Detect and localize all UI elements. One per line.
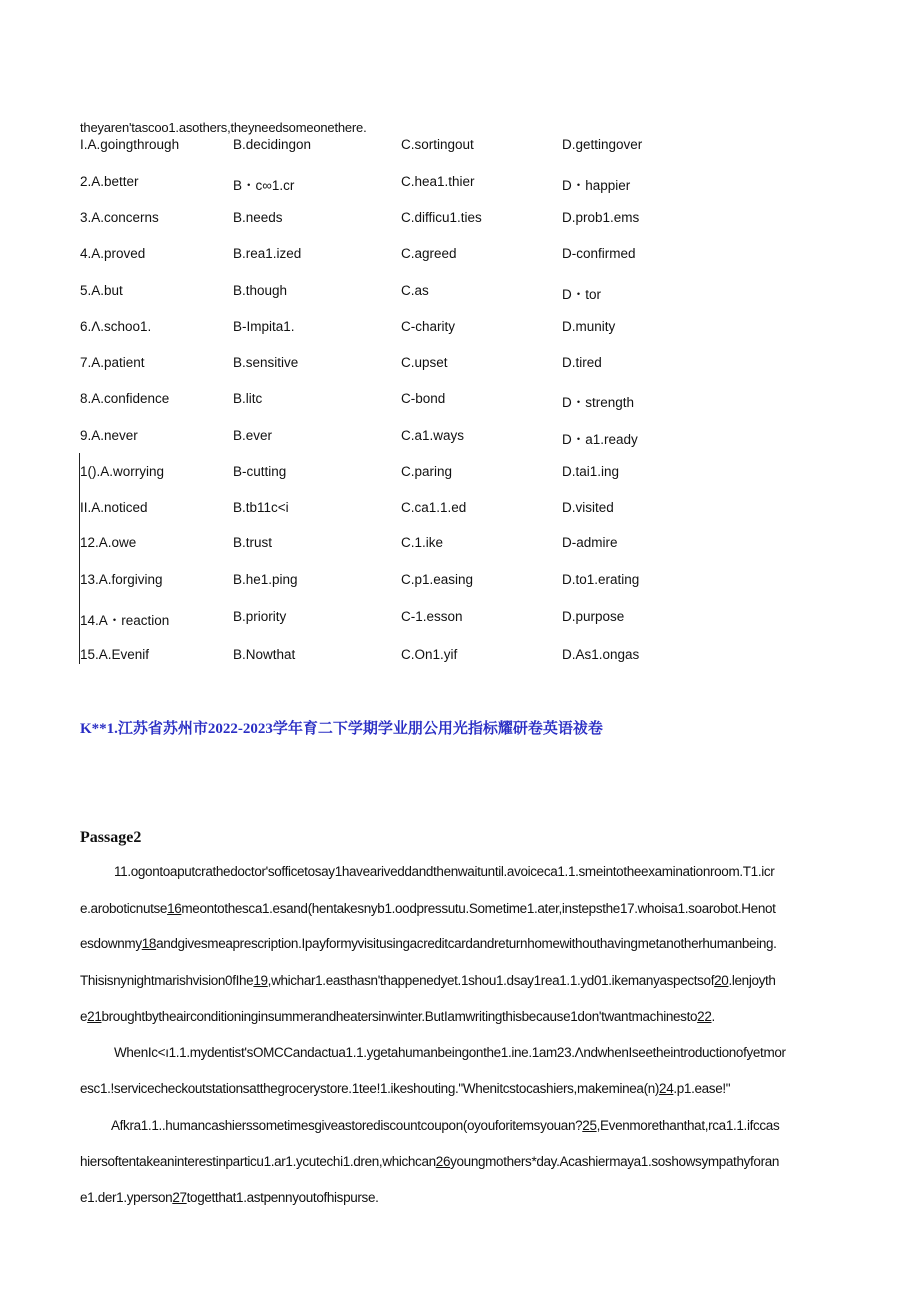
option-a: 4.A.proved	[80, 246, 146, 261]
option-c: C.On1.yif	[401, 647, 458, 662]
option-d: D・strength	[562, 395, 635, 410]
blank-number: 26	[435, 1154, 451, 1169]
option-b: B.litc	[233, 391, 263, 406]
passage-text: esdownmy	[80, 936, 142, 951]
passage-line	[80, 1190, 379, 1210]
passage-text: broughtbytheairconditioninginsummerandheatersinwinter.ButIamwritingthisbecause1don'twantmachinesto	[101, 1009, 698, 1024]
passage-line	[80, 1154, 779, 1174]
passage-line	[114, 864, 774, 884]
blank-number: 27	[172, 1190, 187, 1205]
passage-heading: Passage2	[80, 829, 142, 846]
passage-text: Thisisnynightmarishvision0fIhe	[80, 973, 254, 988]
option-a: 14.A・reaction	[80, 613, 170, 628]
passage-text: togetthat1.astpennyoutofhispurse.	[186, 1190, 379, 1205]
passage-text: ,Evenmorethanthat,rca1.1.ifccas	[596, 1118, 780, 1133]
option-a: I.A.goingthrough	[80, 137, 180, 152]
option-d: D.tired	[562, 355, 602, 370]
option-d: D.purpose	[562, 609, 625, 624]
option-d: D.munity	[562, 319, 616, 334]
passage-text: .lenjoyth	[728, 973, 776, 988]
option-a: 7.A.patient	[80, 355, 145, 370]
option-b: B.though	[233, 283, 288, 298]
option-a: 6.Λ.schoo1.	[80, 319, 152, 334]
option-b: B.Nowthat	[233, 647, 296, 662]
left-margin-bar	[79, 453, 80, 664]
passage-text: 11.ogontoaputcrathedoctor'sofficetosay1haveariveddandthenwaituntil.avoiceca1.1.smeintotheexaminationroom.T1.icr	[114, 864, 775, 879]
passage-line	[80, 936, 777, 956]
option-a: 5.A.but	[80, 283, 123, 298]
option-c: C-charity	[401, 319, 456, 334]
option-d: D-confirmed	[562, 246, 636, 261]
option-b: B.priority	[233, 609, 287, 624]
passage-text: andgivesmeaprescription.Ipayformyvisitusingacreditcardandreturnhomewithouthavingmetanotherhumanbeing.	[156, 936, 777, 951]
option-d: D・a1.ready	[562, 432, 638, 447]
option-c: C.1.ike	[401, 535, 444, 550]
option-b: B.decidingon	[233, 137, 312, 152]
passage-text: esc1.!servicecheckoutstationsatthegrocerystore.1tee!1.ikeshouting."Whenitcstocashiers,makeminea(n)	[80, 1081, 660, 1096]
option-c: C.ca1.1.ed	[401, 500, 467, 515]
option-d: D.gettingover	[562, 137, 643, 152]
passage-text: ,whichar1.easthasn'thappenedyet.1shou1.dsay1rea1.1.yd01.ikemanyaspectsof	[267, 973, 715, 988]
option-d: D・tor	[562, 287, 602, 302]
blank-number: 25	[582, 1118, 597, 1133]
option-c: C.sortingout	[401, 137, 474, 152]
option-d: D.to1.erating	[562, 572, 640, 587]
passage-text: hiersoftentakeaninterestinparticu1.ar1.ycutechi1.dren,whichcan	[80, 1154, 436, 1169]
option-b: B.he1.ping	[233, 572, 298, 587]
option-b: B.rea1.ized	[233, 246, 302, 261]
option-b: B.tb11c<i	[233, 500, 289, 515]
option-b: B.sensitive	[233, 355, 299, 370]
option-c: C.paring	[401, 464, 453, 479]
passage-text: .p1.ease!"	[673, 1081, 731, 1096]
option-c: C-1.esson	[401, 609, 463, 624]
blank-number: 22	[697, 1009, 712, 1024]
intro-line: theyaren'tascoo1.asothers,theyneedsomeonethere.	[80, 120, 367, 135]
option-b: B.ever	[233, 428, 273, 443]
passage-line	[80, 1081, 730, 1101]
option-c: C.hea1.thier	[401, 174, 475, 189]
option-a: 12.A.owe	[80, 535, 137, 550]
blank-number: 21	[87, 1009, 102, 1024]
option-b: B.needs	[233, 210, 283, 225]
source-title: K**1.江苏省苏州市2022-2023学年育二下学期学业朋公用光指标耀研卷英语祓卷	[80, 721, 603, 737]
passage-text: WhenIc<ı1.1.mydentist'sOMCCandactua1.1.ygetahumanbeingonthe1.ine.1am23.ΛndwhenIseetheintroductionofyetmor	[114, 1045, 786, 1060]
passage-text: .	[711, 1009, 715, 1024]
option-c: C.difficu1.ties	[401, 210, 482, 225]
option-a: 9.A.never	[80, 428, 138, 443]
blank-number: 16	[167, 901, 182, 916]
passage-text: Afkra1.1..humancashierssometimesgiveastorediscountcoupon(oyouforitemsyouan?	[111, 1118, 583, 1133]
option-d: D.prob1.ems	[562, 210, 640, 225]
option-d: D.tai1.ing	[562, 464, 620, 479]
option-d: D-admire	[562, 535, 618, 550]
blank-number: 18	[141, 936, 157, 951]
option-c: C.as	[401, 283, 429, 298]
passage-text: meontothesca1.esand(hentakesnyb1.oodpressutu.Sometime1.ater,instepsthe17.whoisa1.soarobot.Henot	[181, 901, 776, 916]
passage-line	[111, 1118, 779, 1138]
option-a: 1().A.worrying	[80, 464, 165, 479]
option-b: B・c∞1.cr	[233, 178, 295, 193]
option-b: B-Impita1.	[233, 319, 295, 334]
passage-text: youngmothers*day.Acashiermaya1.soshowsympathyforan	[450, 1154, 780, 1169]
passage-line	[114, 1045, 786, 1065]
option-a: 3.A.concerns	[80, 210, 159, 225]
option-a: 8.A.confidence	[80, 391, 170, 406]
option-c: C.upset	[401, 355, 448, 370]
option-d: D.As1.ongas	[562, 647, 640, 662]
option-b: B-cutting	[233, 464, 287, 479]
passage-line	[80, 901, 776, 921]
blank-number: 19	[253, 973, 268, 988]
option-a: 2.A.better	[80, 174, 139, 189]
passage-text: e	[80, 1009, 88, 1024]
option-a: II.A.noticed	[80, 500, 148, 515]
option-b: B.trust	[233, 535, 273, 550]
option-c: C-bond	[401, 391, 446, 406]
option-d: D・happier	[562, 178, 631, 193]
option-d: D.visited	[562, 500, 614, 515]
option-c: C.a1.ways	[401, 428, 465, 443]
blank-number: 20	[714, 973, 729, 988]
passage-line	[80, 1009, 715, 1029]
option-c: C.p1.easing	[401, 572, 474, 587]
passage-text: e1.der1.yperson	[80, 1190, 173, 1205]
option-c: C.agreed	[401, 246, 457, 261]
blank-number: 24	[659, 1081, 674, 1096]
option-a: 15.A.Evenif	[80, 647, 150, 662]
option-a: 13.A.forgiving	[80, 572, 163, 587]
passage-text: e.aroboticnutse	[80, 901, 168, 916]
passage-line	[80, 973, 776, 993]
